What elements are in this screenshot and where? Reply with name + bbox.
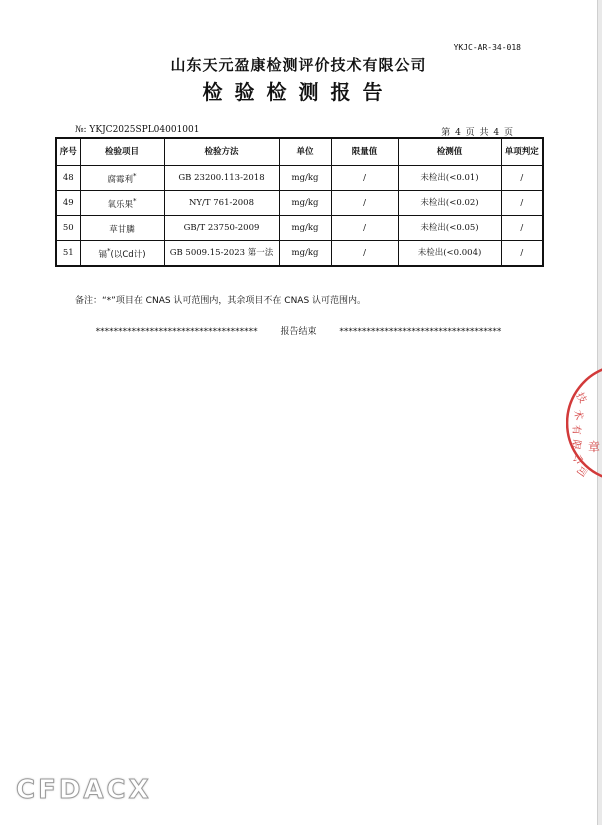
header-result: 检测值 [398,138,501,166]
table-row [56,241,543,267]
header-judge: 单项判定 [501,138,543,166]
svg-text:技: 技 [573,391,588,406]
row-no: 50 [56,216,80,241]
row-no: 49 [56,191,80,216]
svg-text:公: 公 [570,451,585,466]
svg-text:有: 有 [570,424,582,436]
end-stars-left: ************************************ [95,327,258,337]
row-judge: / [501,191,543,216]
company-name: 山东天元盈康检测评价技术有限公司 [170,56,427,74]
end-text: 报告结束 [280,327,317,337]
header-method: 检验方法 [164,138,279,166]
row-limit: / [331,166,398,191]
document-code: YKJC-AR-34-018 [453,43,521,52]
remark-note: 备注：“*”项目在 CNAS 认可范围内，其余项目不在 CNAS 认可范围内。 [75,296,367,306]
svg-text:术: 术 [571,408,585,422]
row-judge: / [501,241,543,267]
row-unit: mg/kg [279,191,331,216]
row-method: GB 23200.113-2018 [164,166,279,191]
row-judge: / [501,216,543,241]
row-no: 48 [56,166,80,191]
row-judge: / [501,166,543,191]
page-indicator: 第 4 页 共 4 页 [441,128,514,138]
report-end-line [0,324,597,337]
watermark-logo: CFDACX [16,775,152,805]
row-result: 未检出(<0.004) [398,241,501,267]
table-row [56,166,543,191]
header-item: 检验项目 [80,138,164,166]
results-table [55,137,544,267]
report-number: №: YKJC2025SPL04001001 [75,125,200,135]
row-method: GB 5009.15-2023 第一法 [164,241,279,267]
row-result: 未检出(<0.01) [398,166,501,191]
row-result: 未检出(<0.05) [398,216,501,241]
end-stars-right: ************************************ [339,327,502,337]
svg-text:章: 章 [588,440,601,454]
row-limit: / [331,216,398,241]
row-item: 腐霉利* [80,166,164,191]
row-no: 51 [56,241,80,267]
svg-text:限: 限 [569,438,582,451]
report-title: 检验检测报告 [202,80,395,104]
company-seal-icon [566,365,602,481]
row-item: 草甘膦 [80,216,164,241]
row-unit: mg/kg [279,241,331,267]
table-row [56,216,543,241]
row-unit: mg/kg [279,166,331,191]
row-unit: mg/kg [279,216,331,241]
table-header-row [56,138,543,166]
header-unit: 单位 [279,138,331,166]
row-method: NY/T 761-2008 [164,191,279,216]
row-item: 氧乐果* [80,191,164,216]
row-limit: / [331,191,398,216]
row-limit: / [331,241,398,267]
row-method: GB/T 23750-2009 [164,216,279,241]
svg-text:司: 司 [573,463,589,478]
header-limit: 限量值 [331,138,398,166]
row-item: 镉*(以Cd计) [80,241,164,267]
header-no: 序号 [56,138,80,166]
row-result: 未检出(<0.02) [398,191,501,216]
table-row [56,191,543,216]
